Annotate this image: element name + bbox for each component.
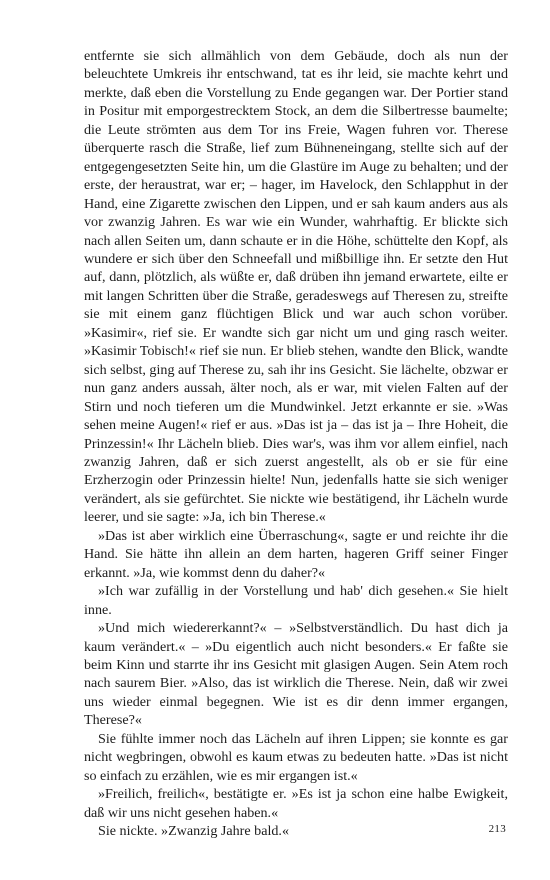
paragraph-7: Sie nickte. »Zwanzig Jahre bald.« xyxy=(98,823,289,840)
body-text xyxy=(84,47,508,840)
paragraph-2: »Das ist aber wirklich eine Überraschung«, sagte er und reichte ihr die Hand. Sie hätte ihn allein an dem harten, hageren Griff seiner Finger erkannt. »Ja, wie kommst denn du daher?« xyxy=(84,527,508,581)
paragraph-1: entfernte sie sich allmählich von dem Gebäude, doch als nun der beleuchtete Umkreis ihr entschwand, tat es ihr leid, sie machte kehrt und merkte, daß eben die Vorstellung zu Ende gegangen war. Der Portier stand in Positur mit emporgestrecktem Stock, an dem die Silbertresse baumelte; die Leute strömten aus dem Tor ins Freie, Wagen fuhren vor. Therese überquerte rasch die Straße, lief zum Bühneneingang, stellte sich auf der entgegengesetzten Seite hin, um die Glastüre im Auge zu behalten; und der erste, der heraustrat, war er; – hager, im Havelock, den Schlapphut in der Hand, eine Zigarette zwischen den Lippen, und er sah kaum anders aus als vor zwanzig Jahren. Es war wie ein Wunder, wahrhaftig. Er blickte sich nach allen Seiten um, dann schaute er in die Höhe, schüttelte den Kopf, als wundere er sich über den Schneefall und mißbillige ihn. Er setzte den Hut auf, dann, plötzlich, als wüßte er, daß drüben ihn jemand erwartete, eilte er mit langen Schritten über die Straße, geradeswegs auf Theresen zu, streifte sie mit einem ganz flüchtigen Blick und war auch schon vorüber. »Kasimir«, rief sie. Er wandte sich gar nicht um und ging rasch weiter. »Kasimir Tobisch!« rief sie nun. Er blieb stehen, wandte den Blick, wandte sich selbst, ging auf Therese zu, sah ihr ins Gesicht. Sie lächelte, obzwar er nun ganz anders aussah, älter noch, als er war, mit vielen Falten auf der Stirn und noch tieferen um die Mundwinkel. Jetzt erkannte er sie. »Was sehen meine Augen!« rief er aus. »Das ist ja – das ist ja – Ihre Hoheit, die Prinzessin!« Ihr Lächeln blieb. Dies war's, was ihm vor allem einfiel, nach zwanzig Jahren, daß er sich zuerst angestellt, als ob er sie für eine Erzherzogin oder Prinzessin hielte! Nun, jedenfalls hatte sie sich weniger verändert, als sie gefürchtet. Sie nickte wie bestätigend, ihr Lächeln wurde leerer, und sie sagte: »Ja, ich bin Therese.« xyxy=(84,48,508,526)
paragraph-5: Sie fühlte immer noch das Lächeln auf ihren Lippen; sie konnte es gar nicht wegbringen, obwohl es kaum etwas zu bedeuten hatte. »Das ist nicht so einfach zu erzählen, wie es mir ergangen ist.« xyxy=(84,730,508,784)
page-number: 213 xyxy=(488,823,506,835)
paragraph-6: »Freilich, freilich«, bestätigte er. »Es ist ja schon eine halbe Ewigkeit, daß wir uns nicht gesehen haben.« xyxy=(84,786,508,821)
paragraph-4: »Und mich wiedererkannt?« – »Selbstverständlich. Du hast dich ja kaum verändert.« – »Du eigentlich auch nicht besonders.« Er faßte sie beim Kinn und starrte ihr ins Gesicht mit glasigen Augen. Sein Atem roch nach saurem Bier. »Also, das ist wirklich die Therese. Nein, daß wir zwei uns wieder einmal begegnen. Wie ist es dir denn immer ergangen, Therese?« xyxy=(84,620,508,729)
paragraph-3: »Ich war zufällig in der Vorstellung und hab' dich gesehen.« Sie hielt inne. xyxy=(84,583,508,618)
